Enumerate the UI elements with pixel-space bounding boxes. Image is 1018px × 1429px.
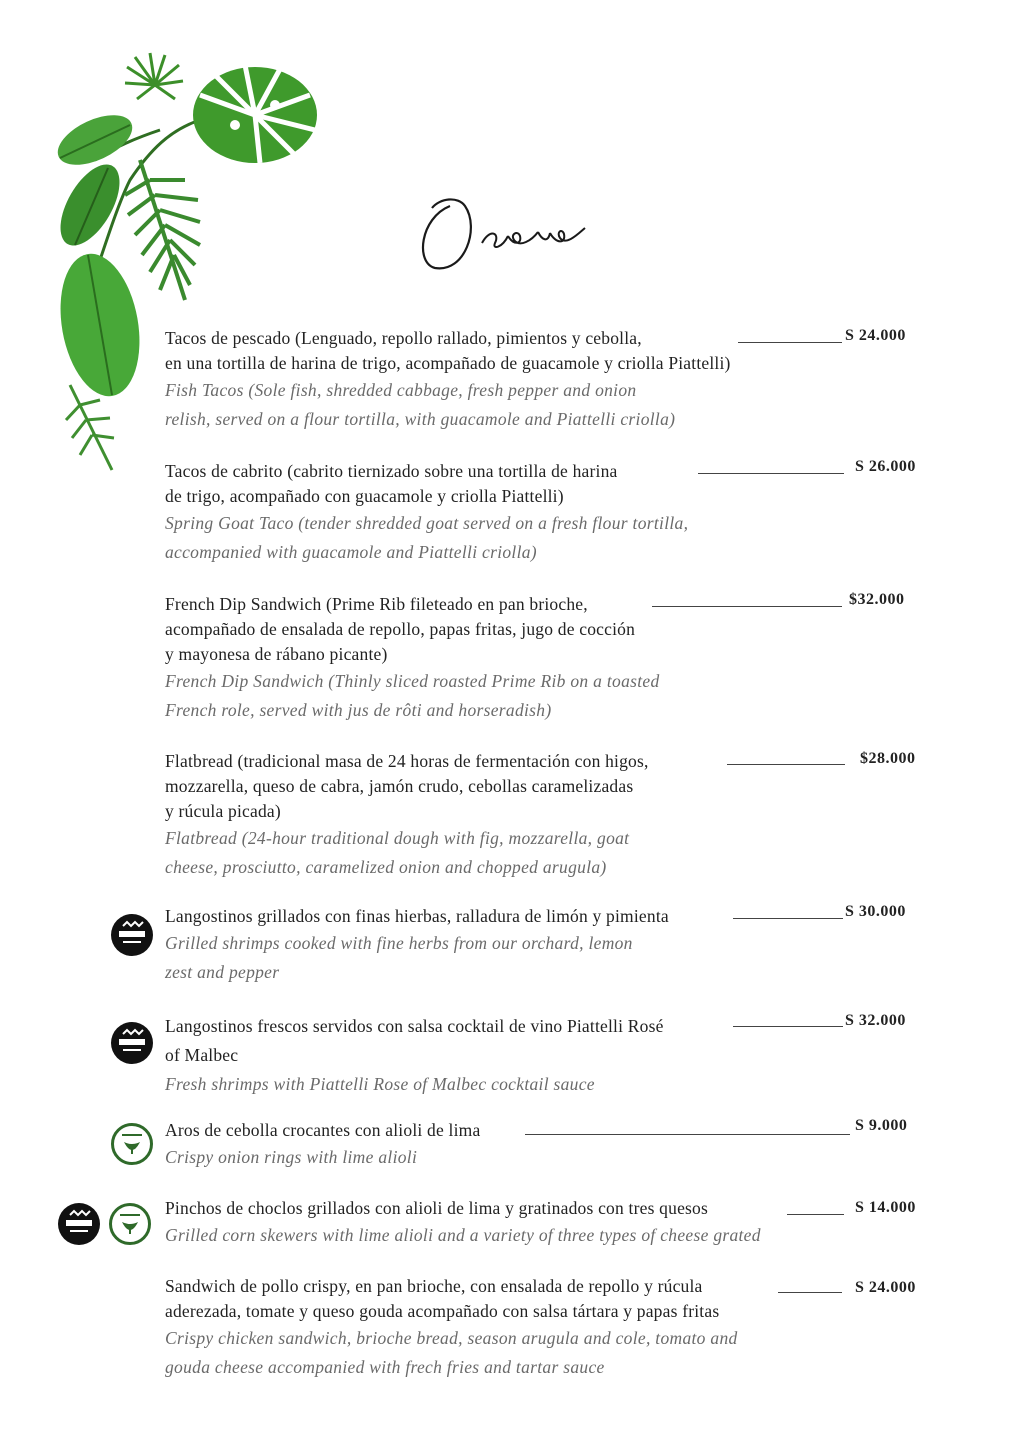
menu-item-corn-skewers xyxy=(165,1196,925,1250)
item-description-en: Crispy chicken sandwich, brioche bread, season arugula and cole, tomato and gouda cheese accompanied with frech fries and tartar sauce xyxy=(165,1328,738,1377)
item-price: S 14.000 xyxy=(855,1199,916,1216)
vegetarian-badge-icon xyxy=(109,1203,151,1245)
item-price: S 9.000 xyxy=(855,1117,908,1134)
item-price: $32.000 xyxy=(849,591,905,608)
item-description-es: Tacos de cabrito (cabrito tiernizado sobre una tortilla de harina de trigo, acompañado con guacamole y criolla Piattelli) xyxy=(165,461,618,506)
menu-item-goat-tacos xyxy=(165,459,925,567)
item-description-es: French Dip Sandwich (Prime Rib fileteado en pan brioche, acompañado de ensalada de repollo, papas fritas, jugo de cocción y mayonesa de rábano picante) xyxy=(165,594,636,664)
item-price: S 30.000 xyxy=(845,903,906,920)
item-description-en: Spring Goat Taco (tender shredded goat served on a fresh flour tortilla, accompanied with guacamole and Piattelli criolla) xyxy=(165,513,689,562)
item-description-en: Fresh shrimps with Piattelli Rose of Malbec cocktail sauce xyxy=(165,1074,595,1094)
item-description-en: Grilled corn skewers with lime alioli and a variety of three types of cheese grated xyxy=(165,1225,761,1245)
menu-item-crispy-chicken-sandwich xyxy=(165,1274,925,1382)
item-description-en: Crispy onion rings with lime alioli xyxy=(165,1147,418,1167)
item-price: S 24.000 xyxy=(855,1279,916,1296)
price-leader xyxy=(787,1214,844,1215)
menu-item-french-dip xyxy=(165,592,925,725)
price-leader xyxy=(738,342,842,343)
item-price: S 26.000 xyxy=(855,458,916,475)
seafood-badge-icon xyxy=(58,1203,100,1245)
menu-item-onion-rings xyxy=(165,1118,925,1172)
page-title xyxy=(410,188,610,278)
vegetarian-badge-icon xyxy=(111,1123,153,1165)
item-description-en: French Dip Sandwich (Thinly sliced roasted Prime Rib on a toasted French role, served with jus de rôti and horseradish) xyxy=(165,671,660,720)
menu-item-grilled-shrimps xyxy=(165,904,925,987)
item-description-es: Langostinos frescos servidos con salsa cocktail de vino Piattelli Rosé of Malbec xyxy=(165,1016,664,1065)
item-description-es: Aros de cebolla crocantes con alioli de lima xyxy=(165,1120,481,1140)
price-leader xyxy=(733,1026,843,1027)
item-description-es: Tacos de pescado (Lenguado, repollo rallado, pimientos y cebolla, en una tortilla de harina de trigo, acompañado de guacamole y criolla Piattelli) xyxy=(165,328,731,373)
item-description-es: Sandwich de pollo crispy, en pan brioche, con ensalada de repollo y rúcula aderezada, tomate y queso gouda acompañado con salsa tártara y papas fritas xyxy=(165,1276,720,1321)
item-description-en: Grilled shrimps cooked with fine herbs from our orchard, lemon zest and pepper xyxy=(165,933,633,982)
item-description-en: Flatbread (24-hour traditional dough with fig, mozzarella, goat cheese, prosciutto, caramelized onion and chopped arugula) xyxy=(165,828,630,877)
item-description-es: Flatbread (tradicional masa de 24 horas de fermentación con higos, mozzarella, queso de cabra, jamón crudo, cebollas caramelizadas y rúcula picada) xyxy=(165,751,649,821)
item-description-es: Pinchos de choclos grillados con alioli de lima y gratinados con tres quesos xyxy=(165,1198,709,1218)
item-description-en: Fish Tacos (Sole fish, shredded cabbage, fresh pepper and onion relish, served on a flour tortilla, with guacamole and Piattelli criolla) xyxy=(165,380,676,429)
item-price: $28.000 xyxy=(860,750,916,767)
price-leader xyxy=(778,1292,842,1293)
price-leader xyxy=(733,918,843,919)
price-leader xyxy=(652,606,842,607)
price-leader xyxy=(525,1134,850,1135)
price-leader xyxy=(698,473,844,474)
item-price: S 32.000 xyxy=(845,1012,906,1029)
seafood-badge-icon xyxy=(111,1022,153,1064)
price-leader xyxy=(727,764,845,765)
seafood-badge-icon xyxy=(111,914,153,956)
title-script-mark xyxy=(410,188,610,278)
menu-item-flatbread xyxy=(165,749,925,882)
item-description-es: Langostinos grillados con finas hierbas, ralladura de limón y pimienta xyxy=(165,906,669,926)
item-price: S 24.000 xyxy=(845,327,906,344)
